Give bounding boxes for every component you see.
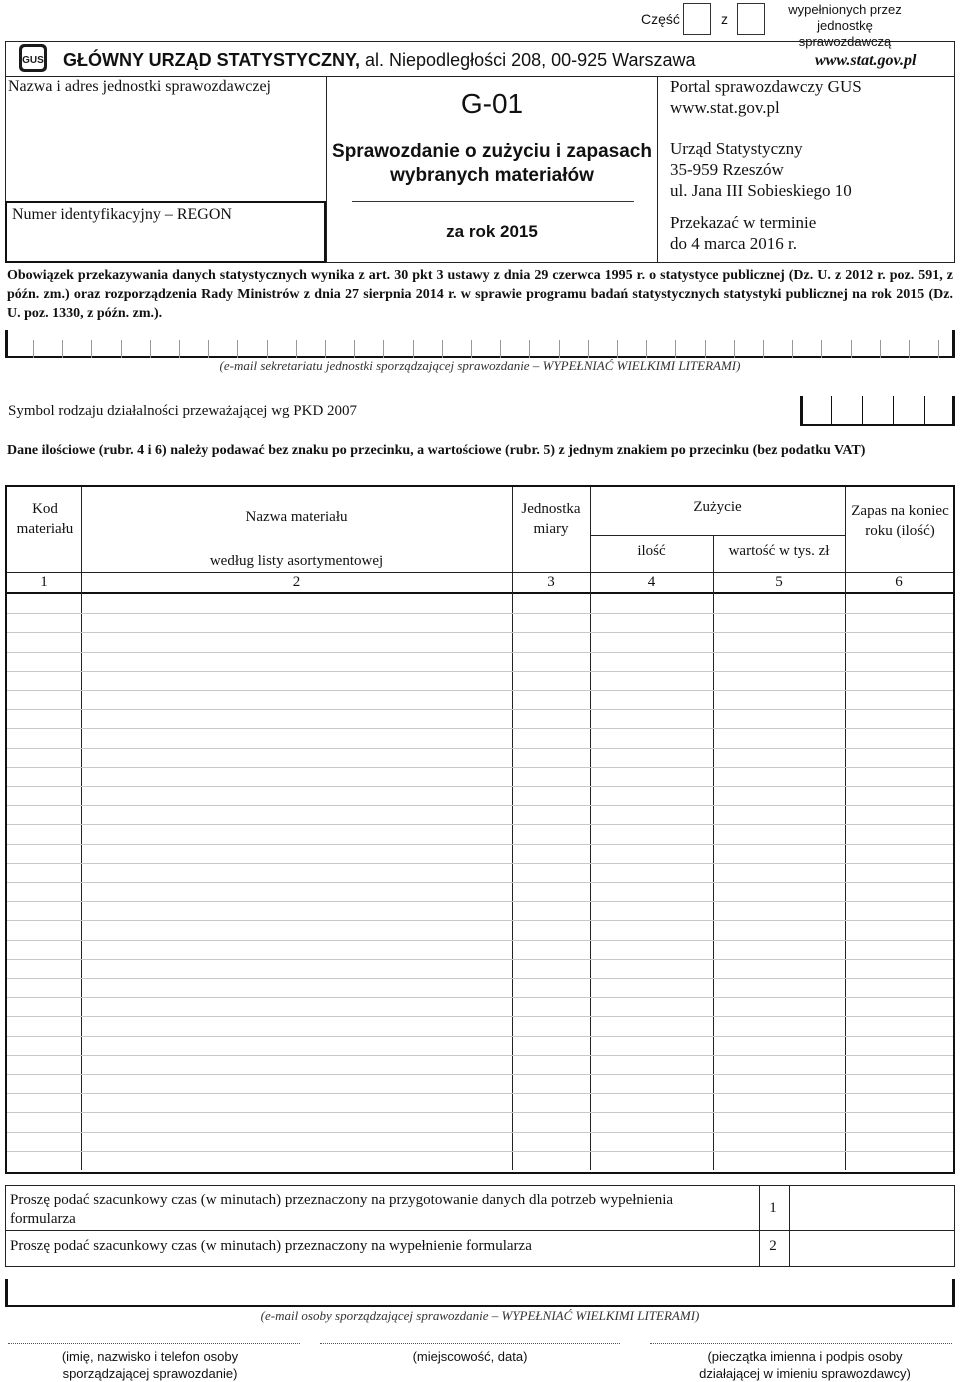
of-label: z (721, 11, 728, 27)
col-unit-header: Jednostka miary (521, 501, 581, 537)
table-row (7, 959, 953, 960)
total-parts-box[interactable] (737, 3, 765, 35)
table-row (7, 767, 953, 768)
person-email-field[interactable] (5, 1279, 955, 1307)
table-row (7, 978, 953, 979)
email-char-tick (354, 340, 355, 358)
col-usage-header: Zużycie (693, 499, 742, 515)
part-number-box[interactable] (683, 3, 711, 35)
email-char-tick (179, 340, 180, 358)
email-char-tick (442, 340, 443, 358)
table-row (7, 748, 953, 749)
email-char-tick (880, 340, 881, 358)
email-char-tick (150, 340, 151, 358)
person-email-field-right-edge (952, 1279, 955, 1307)
email-char-tick (763, 340, 764, 358)
portal-url[interactable]: www.stat.gov.pl (670, 98, 780, 117)
deadline-date: do 4 marca 2016 r. (670, 234, 797, 253)
col-number: 6 (895, 574, 903, 590)
office-name: Urząd Statystyczny (670, 139, 803, 158)
email-char-tick (383, 340, 384, 358)
col-value-header: wartość w tys. zł (728, 543, 830, 559)
email-char-tick (821, 340, 822, 358)
table-numbers-bottom (7, 592, 953, 594)
email-char-tick (121, 340, 122, 358)
signature-line-2[interactable] (320, 1343, 620, 1344)
pkd-tick (831, 396, 832, 426)
time-answer-1-number: 1 (769, 1200, 777, 1216)
email-char-tick (938, 340, 939, 358)
filled-label: wypełnionych przez jednostkę sprawozdawczą (788, 2, 902, 49)
table-row (7, 824, 953, 825)
pkd-field-baseline (800, 424, 955, 426)
col-stock-header: Zapas na koniec roku (ilość) (851, 503, 949, 539)
table-row (7, 1036, 953, 1037)
time-sep (759, 1186, 760, 1266)
email-char-tick (646, 340, 647, 358)
svg-text:GUS: GUS (22, 55, 44, 66)
email-char-tick (500, 340, 501, 358)
form-code: G-01 (460, 88, 524, 119)
time-question-1: Proszę podać szacunkowy czas (w minutach) przeznaczony na przygotowanie danych dla potrzeb wypełnienia formularza (10, 1192, 674, 1227)
legal-note: Obowiązek przekazywania danych statystycznych wynika z art. 30 pkt 3 ustawy z dnia 29 czerwca 1995 r. o statystyce publicznej (Dz. U. z 2012 r. poz. 591, z późn. zm.) oraz rozporządzenia Rady Ministrów z dnia 27 sierpnia 2014 r. w sprawie programu badań statystycznych statystyki publicznej na rok 2015 (Dz. U. poz. 1330, z późn. zm.). (7, 268, 953, 321)
email-char-tick (909, 340, 910, 358)
table-row (7, 805, 953, 806)
person-email-caption: (e-mail osoby sporządzającej sprawozdanie – WYPEŁNIAĆ WIELKIMI LITERAMI) (260, 1308, 700, 1323)
email-char-tick (617, 340, 618, 358)
email-field-right-edge (952, 330, 955, 358)
table-row (7, 1132, 953, 1133)
email-char-tick (33, 340, 34, 358)
title-underline (352, 201, 634, 202)
pkd-field[interactable] (800, 396, 955, 426)
table-row (7, 1055, 953, 1056)
signature-line-1[interactable] (8, 1343, 300, 1344)
data-instruction: Dane ilościowe (rubr. 4 i 6) należy podawać bez znaku po przecinku, a wartościowe (rubr. 5) z jednym znakiem po przecinku (bez podatku VAT) (7, 443, 866, 458)
secretariat-email-caption: (e-mail sekretariatu jednostki sporządzającej sprawozdanie – WYPEŁNIAĆ WIELKIMI LITERAMI) (219, 358, 741, 373)
table-row (7, 1112, 953, 1113)
email-char-tick (62, 340, 63, 358)
pkd-field-left-edge (800, 396, 803, 426)
materials-table (5, 485, 955, 1174)
table-row (7, 1016, 953, 1017)
office-street: ul. Jana III Sobieskiego 10 (670, 181, 852, 200)
time-estimate-box (5, 1185, 955, 1267)
table-row (7, 1093, 953, 1094)
table-row (7, 863, 953, 864)
portal-label: Portal sprawozdawczy GUS (670, 77, 862, 96)
table-row (7, 709, 953, 710)
form-year: za rok 2015 (446, 222, 538, 241)
agency-name (63, 50, 696, 71)
table-row (7, 632, 953, 633)
email-char-tick (237, 340, 238, 358)
pkd-tick (893, 396, 894, 426)
email-char-tick (529, 340, 530, 358)
agency-title: GŁÓWNY URZĄD STATYSTYCZNY, (63, 50, 360, 70)
col-code-header: Kod materiału (16, 501, 74, 537)
email-char-tick (325, 340, 326, 358)
email-char-tick (413, 340, 414, 358)
table-row (7, 1074, 953, 1075)
time-answer-1-field[interactable] (790, 1186, 954, 1230)
middle-right-border (657, 76, 658, 263)
table-row (7, 997, 953, 998)
table-row (7, 882, 953, 883)
regon-label: Numer identyfikacyjny – REGON (12, 206, 232, 223)
table-row (7, 671, 953, 672)
person-email-field-baseline (5, 1305, 955, 1307)
col-number: 5 (775, 574, 783, 590)
table-row (7, 940, 953, 941)
table-row (7, 613, 953, 614)
time-answer-2-field[interactable] (790, 1231, 954, 1266)
email-char-tick (471, 340, 472, 358)
usage-subheader-line (590, 535, 845, 536)
signature-caption-3: (pieczątka imienna i podpis osoby działającej w imieniu sprawozdawcy) (699, 1349, 911, 1381)
email-char-tick (91, 340, 92, 358)
time-answer-2-number: 2 (769, 1238, 777, 1254)
secretariat-email-field[interactable] (5, 330, 955, 358)
office-postal: 35-959 Rzeszów (670, 160, 784, 179)
email-char-tick (588, 340, 589, 358)
table-numbers-top (7, 572, 953, 573)
col-qty-header: ilość (637, 543, 666, 559)
deadline-label: Przekazać w terminie (670, 213, 817, 232)
website: www.stat.gov.pl (815, 52, 917, 69)
signature-caption-2: (miejscowość, data) (412, 1349, 528, 1364)
person-email-field-left-edge (5, 1279, 8, 1307)
table-row (7, 652, 953, 653)
table-row (7, 1151, 953, 1152)
time-question-2: Proszę podać szacunkowy czas (w minutach) przeznaczony na wypełnienie formularza (10, 1238, 532, 1254)
email-char-tick (296, 340, 297, 358)
table-row (7, 728, 953, 729)
col-name-header: Nazwa materiału (245, 509, 348, 525)
pkd-field-right-edge (952, 396, 955, 426)
pkd-label: Symbol rodzaju działalności przeważającej wg PKD 2007 (8, 403, 358, 419)
email-char-tick (734, 340, 735, 358)
email-char-tick (675, 340, 676, 358)
email-char-tick (267, 340, 268, 358)
table-row (7, 920, 953, 921)
gus-logo-icon (18, 43, 48, 73)
email-char-tick (792, 340, 793, 358)
pkd-tick (862, 396, 863, 426)
pkd-tick (924, 396, 925, 426)
col-number: 2 (292, 574, 301, 590)
table-row (7, 690, 953, 691)
email-char-tick (559, 340, 560, 358)
col-name-sub: według listy asortymentowej (209, 553, 384, 569)
email-char-tick (705, 340, 706, 358)
col-number: 1 (40, 574, 48, 590)
signature-caption-1: (imię, nazwisko i telefon osoby sporządzającej sprawozdanie) (61, 1349, 239, 1381)
form-title: Sprawozdanie o zużyciu i zapasach wybranych materiałów (332, 141, 652, 186)
table-row (7, 901, 953, 902)
unit-name-label: Nazwa i adres jednostki sprawozdawczej (8, 78, 271, 95)
signature-line-3[interactable] (650, 1343, 952, 1344)
email-char-tick (851, 340, 852, 358)
agency-address: al. Niepodległości 208, 00-925 Warszawa (365, 50, 696, 70)
email-char-tick (208, 340, 209, 358)
part-label: Część (641, 11, 680, 27)
email-field-left-edge (5, 330, 8, 358)
col-number: 4 (647, 574, 656, 590)
col-number: 3 (547, 574, 555, 590)
table-row (7, 786, 953, 787)
table-row (7, 844, 953, 845)
